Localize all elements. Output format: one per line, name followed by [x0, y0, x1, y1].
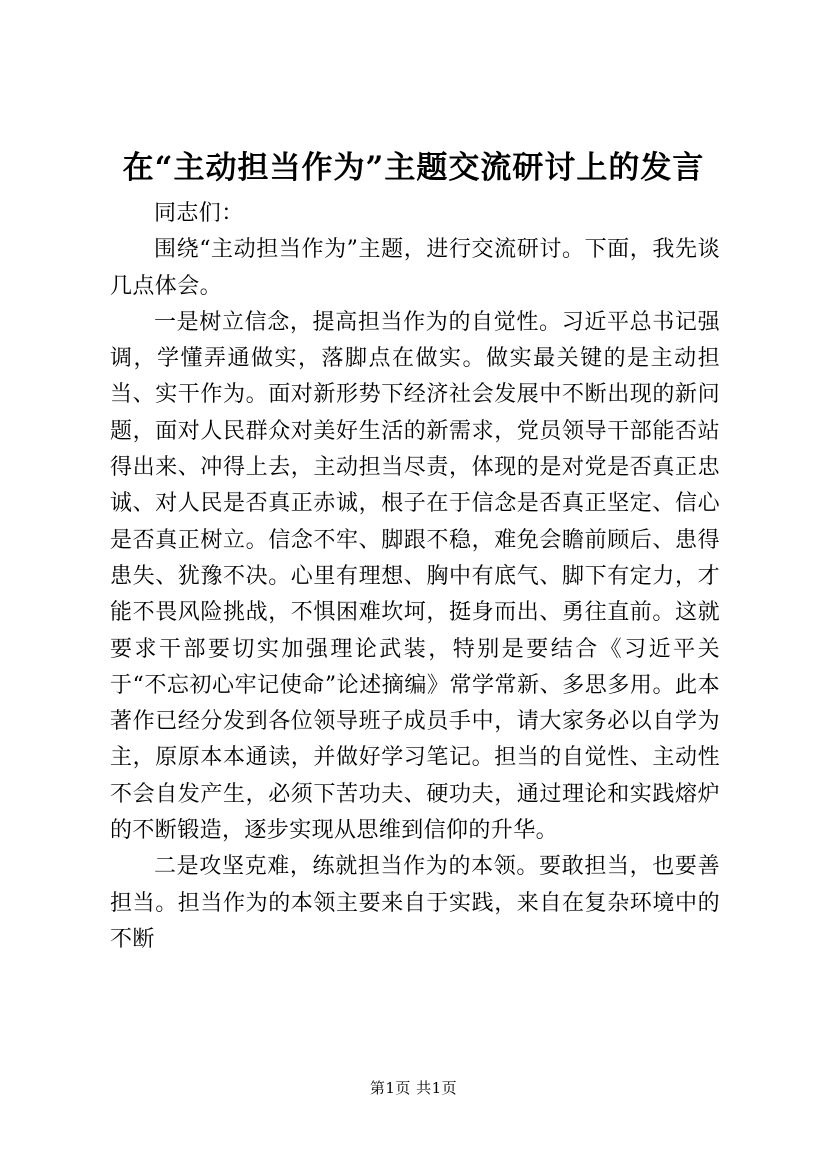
- paragraph-point-one: 一是树立信念，提高担当作为的自觉性。习近平总书记强调，学懂弄通做实，落脚点在做实。做实最关键的是主动担当、实干作为。面对新形势下经济社会发展中不断出现的新问题，面对人民群众对美好生活的新需求，党员领导干部能否站得出来、冲得上去，主动担当尽责，体现的是对党是否真正忠诚、对人民是否真正赤诚，根子在于信念是否真正坚定、信心是否真正树立。信念不牢、脚跟不稳，难免会瞻前顾后、患得患失、犹豫不决。心里有理想、胸中有底气、脚下有定力，才能不畏风险挑战，不惧困难坎坷，挺身而出、勇往直前。这就要求干部要切实加强理论武装，特别是要结合《习近平关于“不忘初心牢记使命”论述摘编》常学常新、多思多用。此本著作已经分发到各位领导班子成员手中，请大家务必以自学为主，原原本本通读，并做好学习笔记。担当的自觉性、主动性不会自发产生，必须下苦功夫、硬功夫，通过理论和实践熔炉的不断锻造，逐步实现从思维到信仰的升华。: [110, 309, 720, 844]
- salutation: 同志们：: [154, 201, 244, 226]
- paragraph-point-two: 二是攻坚克难，练就担当作为的本领。要敢担当，也要善担当。担当作为的本领主要来自于实践，来自在复杂环境中的不断: [110, 854, 720, 952]
- document-body: [110, 196, 720, 958]
- page-footer: 第1页 共1页: [369, 1079, 458, 1097]
- paragraph-intro: 围绕“主动担当作为”主题，进行交流研讨。下面，我先谈几点体会。: [110, 237, 720, 299]
- document-title: 在“主动担当作为”主题交流研讨上的发言: [122, 150, 705, 186]
